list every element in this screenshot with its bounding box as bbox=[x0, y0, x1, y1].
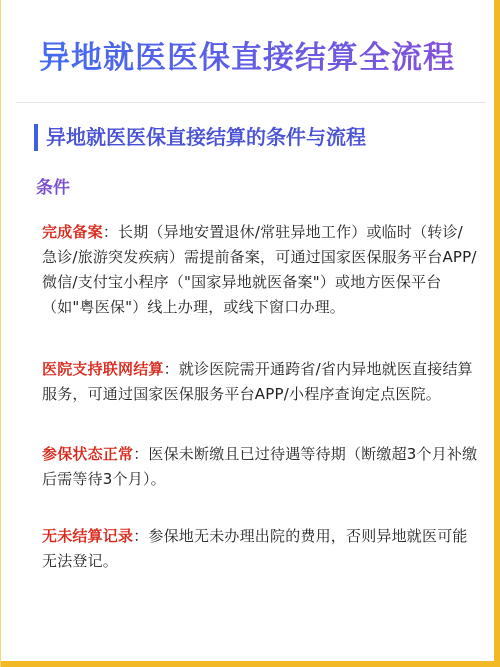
condition-text: 就诊医院需开通跨省/省内异地就医直接结算服务，可通过国家医保服务平台APP/小程序查询定点医院。 bbox=[42, 360, 473, 403]
right-frame-border bbox=[494, 0, 500, 667]
condition-label: 参保状态正常 bbox=[42, 445, 134, 463]
left-frame-border bbox=[0, 0, 1, 667]
condition-text: 长期（异地安置退休/常驻异地工作）或临时（转诊/急诊/旅游突发疾病）需提前备案，可通过国家医保服务平台APP/微信/支付宝小程序（"国家异地就医备案"）或地方医保平台（如"粤医保"）线上办理，或线下窗口办理。 bbox=[42, 223, 477, 316]
condition-item bbox=[42, 357, 478, 407]
condition-separator: ： bbox=[163, 360, 179, 378]
condition-separator: ： bbox=[133, 527, 149, 545]
conditions-heading: 条件 bbox=[36, 178, 70, 198]
title-divider bbox=[16, 102, 486, 103]
section-title: 异地就医医保直接结算的条件与流程 bbox=[46, 125, 366, 149]
condition-item bbox=[42, 220, 478, 320]
condition-label: 无未结算记录 bbox=[42, 527, 134, 545]
condition-label: 完成备案 bbox=[42, 223, 103, 241]
condition-separator: ： bbox=[102, 223, 119, 241]
bottom-frame-border bbox=[0, 661, 500, 667]
condition-item bbox=[42, 442, 478, 492]
section-accent-bar bbox=[34, 124, 38, 151]
condition-text: 参保地无未办理出院的费用，否则异地就医可能无法登记。 bbox=[42, 527, 468, 570]
condition-item bbox=[42, 524, 478, 574]
condition-label: 医院支持联网结算 bbox=[42, 360, 164, 378]
page-title: 异地就医医保直接结算全流程 bbox=[0, 32, 494, 77]
condition-separator: ： bbox=[133, 445, 149, 463]
condition-text: 医保未断缴且已过待遇等待期（断缴超3个月补缴后需等待3个月）。 bbox=[42, 445, 478, 488]
